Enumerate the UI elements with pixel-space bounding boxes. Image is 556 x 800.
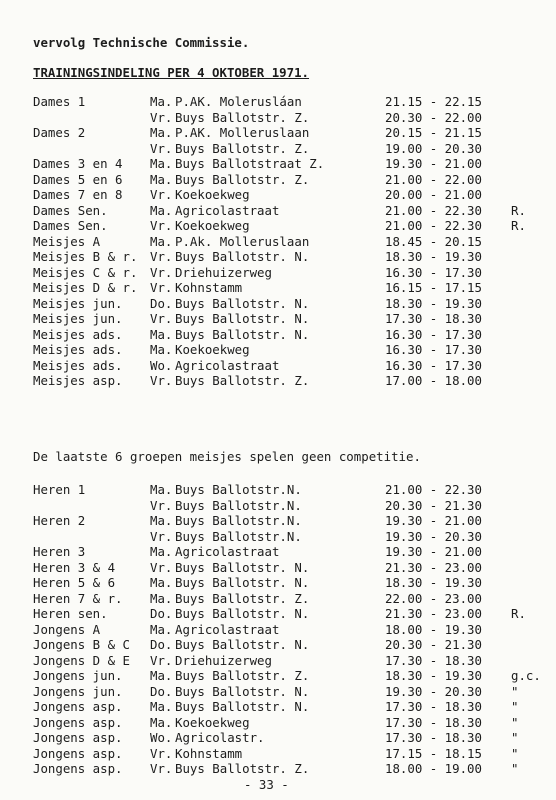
time-cell: 20.15 - 21.15 bbox=[385, 125, 482, 140]
note-cell bbox=[511, 311, 541, 327]
note-cell: R. bbox=[511, 218, 526, 233]
time-cell: 19.30 - 21.00 bbox=[385, 544, 482, 559]
location-cell: Buys Ballotstr. Z. bbox=[175, 373, 310, 388]
note-cell bbox=[511, 342, 541, 358]
group-cell: Heren 3 & 4 bbox=[33, 559, 116, 575]
time-cell: 20.30 - 21.30 bbox=[385, 637, 482, 652]
location-cell: Koekoekweg bbox=[175, 218, 250, 233]
group-cell bbox=[33, 110, 150, 126]
day-cell: Vr. bbox=[150, 497, 173, 513]
schedule-row bbox=[33, 482, 541, 498]
schedule-row bbox=[33, 544, 541, 560]
time-cell: 19.30 - 20.30 bbox=[385, 683, 482, 699]
location-cell: Agricolastraat bbox=[175, 202, 280, 218]
location-cell: Koekoekweg bbox=[175, 187, 250, 202]
group-cell: Jongens D & E bbox=[33, 652, 130, 668]
men-schedule-body bbox=[33, 482, 541, 777]
schedule-row bbox=[33, 234, 541, 250]
location-cell: Buys Ballotstr. N. bbox=[175, 606, 310, 621]
day-cell: Wo. bbox=[150, 730, 173, 745]
note-cell bbox=[511, 265, 541, 281]
schedule-row bbox=[33, 280, 541, 296]
day-cell: Ma. bbox=[150, 544, 173, 559]
time-cell: 17.30 - 18.30 bbox=[385, 730, 482, 745]
schedule-row bbox=[33, 327, 541, 343]
group-cell: Dames Sen. bbox=[33, 202, 108, 218]
group-cell: Dames 3 en 4 bbox=[33, 156, 123, 171]
schedule-row bbox=[33, 249, 541, 265]
location-cell: Kohnstamm bbox=[175, 280, 243, 295]
schedule-row bbox=[33, 591, 541, 607]
location-cell: Buys Ballotstr.N. bbox=[175, 497, 302, 513]
schedule-row bbox=[33, 622, 541, 638]
location-cell: Buys Ballotstr.N. bbox=[175, 528, 302, 544]
location-cell: P.AK. Molerusláan bbox=[175, 94, 302, 109]
schedule-row bbox=[33, 498, 541, 514]
time-cell: 21.30 - 23.00 bbox=[385, 606, 482, 621]
schedule-row bbox=[33, 575, 541, 591]
note-cell: " bbox=[511, 683, 519, 699]
group-cell bbox=[33, 529, 150, 545]
location-cell: Driehuizerweg bbox=[175, 264, 272, 280]
group-cell: Heren 1 bbox=[33, 482, 86, 497]
time-cell: 17.30 - 18.30 bbox=[385, 652, 482, 668]
day-cell: Do. bbox=[150, 683, 173, 699]
note-cell bbox=[511, 529, 541, 545]
schedule-row bbox=[33, 529, 541, 545]
page-number: - 33 - bbox=[244, 777, 289, 792]
schedule-row bbox=[33, 637, 541, 653]
note-cell bbox=[511, 156, 541, 172]
location-cell: Buys Ballotstr. N. bbox=[175, 559, 310, 575]
schedule-row bbox=[33, 311, 541, 327]
competition-note: De laatste 6 groepen meisjes spelen geen competitie. bbox=[33, 449, 421, 464]
time-cell: 21.00 - 22.30 bbox=[385, 482, 482, 497]
time-cell: 16.30 - 17.30 bbox=[385, 357, 482, 373]
day-cell: Vr. bbox=[150, 652, 173, 668]
day-cell: Ma. bbox=[150, 621, 173, 637]
group-cell: Jongens asp. bbox=[33, 745, 123, 761]
note-cell bbox=[511, 94, 541, 110]
time-cell: 22.00 - 23.00 bbox=[385, 590, 482, 606]
day-cell: Vr. bbox=[150, 187, 173, 202]
note-cell bbox=[511, 358, 541, 374]
location-cell: Buys Ballotstr. N. bbox=[175, 575, 310, 590]
day-cell: Ma. bbox=[150, 326, 173, 342]
note-cell bbox=[511, 513, 541, 529]
location-cell: Buys Ballotstr. N. bbox=[175, 683, 310, 699]
day-cell: Ma. bbox=[150, 94, 173, 109]
time-cell: 16.15 - 17.15 bbox=[385, 280, 482, 295]
group-cell: Meisjes D & r. bbox=[33, 280, 138, 295]
time-cell: 16.30 - 17.30 bbox=[385, 264, 482, 280]
day-cell: Wo. bbox=[150, 357, 173, 373]
note-cell: " bbox=[511, 714, 519, 730]
group-cell: Jongens jun. bbox=[33, 683, 123, 699]
location-cell: Buys Ballotstr. N. bbox=[175, 249, 310, 264]
note-cell: " bbox=[511, 730, 519, 745]
schedule-row bbox=[33, 715, 541, 731]
group-cell: Heren sen. bbox=[33, 606, 108, 621]
location-cell: Buys Ballotstr. Z. bbox=[175, 171, 310, 187]
time-cell: 20.30 - 22.00 bbox=[385, 109, 482, 125]
day-cell: Do. bbox=[150, 637, 173, 652]
group-cell: Jongens asp. bbox=[33, 714, 123, 730]
time-cell: 17.15 - 18.15 bbox=[385, 745, 482, 761]
day-cell: Ma. bbox=[150, 171, 173, 187]
day-cell: Vr. bbox=[150, 761, 173, 776]
location-cell: Buys Ballotstr. Z. bbox=[175, 668, 310, 683]
note-cell bbox=[511, 327, 541, 343]
day-cell: Ma. bbox=[150, 233, 173, 249]
day-cell: Vr. bbox=[150, 559, 173, 575]
note-cell bbox=[511, 544, 541, 560]
group-cell bbox=[33, 498, 150, 514]
group-cell: Heren 2 bbox=[33, 513, 86, 528]
schedule-row bbox=[33, 218, 541, 234]
note-cell bbox=[511, 125, 541, 141]
note-cell: R. bbox=[511, 202, 526, 218]
note-cell bbox=[511, 637, 541, 653]
day-cell: Vr. bbox=[150, 109, 173, 125]
note-cell bbox=[511, 296, 541, 312]
time-cell: 18.30 - 19.30 bbox=[385, 249, 482, 264]
location-cell: Koekoekweg bbox=[175, 342, 250, 357]
time-cell: 17.30 - 18.30 bbox=[385, 699, 482, 714]
time-cell: 19.30 - 20.30 bbox=[385, 528, 482, 544]
note-cell: " bbox=[511, 699, 519, 714]
time-cell: 18.00 - 19.30 bbox=[385, 621, 482, 637]
time-cell: 21.00 - 22.00 bbox=[385, 171, 482, 187]
day-cell: Do. bbox=[150, 606, 173, 621]
group-cell: Heren 3 bbox=[33, 544, 86, 559]
location-cell: Buys Ballotstr. N. bbox=[175, 637, 310, 652]
time-cell: 17.30 - 18.30 bbox=[385, 714, 482, 730]
men-schedule-table bbox=[33, 482, 541, 777]
women-schedule-table bbox=[33, 94, 541, 389]
time-cell: 18.30 - 19.30 bbox=[385, 668, 482, 683]
schedule-row bbox=[33, 513, 541, 529]
schedule-row bbox=[33, 730, 541, 746]
group-cell: Meisjes B & r. bbox=[33, 249, 138, 264]
note-cell bbox=[511, 172, 541, 188]
group-cell: Dames 1 bbox=[33, 94, 86, 109]
note-cell bbox=[511, 373, 541, 389]
time-cell: 16.30 - 17.30 bbox=[385, 326, 482, 342]
note-cell bbox=[511, 575, 541, 591]
schedule-row bbox=[33, 746, 541, 762]
note-cell bbox=[511, 280, 541, 296]
time-cell: 21.00 - 22.30 bbox=[385, 202, 482, 218]
note-cell bbox=[511, 560, 541, 576]
group-cell: Jongens asp. bbox=[33, 730, 123, 745]
time-cell: 18.30 - 19.30 bbox=[385, 575, 482, 590]
location-cell: Agricolastraat bbox=[175, 544, 280, 559]
note-cell: g.c. bbox=[511, 668, 541, 683]
schedule-row bbox=[33, 699, 541, 715]
day-cell: Ma. bbox=[150, 575, 173, 590]
group-cell: Meisjes jun. bbox=[33, 311, 123, 326]
location-cell: Kohnstamm bbox=[175, 745, 243, 761]
schedule-row bbox=[33, 560, 541, 576]
schedule-title: TRAININGSINDELING PER 4 OKTOBER 1971. bbox=[33, 65, 310, 80]
day-cell: Do. bbox=[150, 295, 173, 311]
group-cell: Dames 5 en 6 bbox=[33, 171, 123, 187]
group-cell: Heren 5 & 6 bbox=[33, 575, 116, 590]
day-cell: Vr. bbox=[150, 745, 173, 761]
group-cell: Jongens asp. bbox=[33, 699, 123, 714]
schedule-row bbox=[33, 296, 541, 312]
group-cell bbox=[33, 141, 150, 157]
day-cell: Vr. bbox=[150, 280, 173, 295]
group-cell: Jongens jun. bbox=[33, 668, 123, 683]
schedule-row bbox=[33, 172, 541, 188]
women-schedule-body bbox=[33, 94, 541, 389]
note-cell bbox=[511, 498, 541, 514]
time-cell: 19.00 - 20.30 bbox=[385, 140, 482, 156]
time-cell: 21.15 - 22.15 bbox=[385, 94, 482, 109]
note-cell bbox=[511, 249, 541, 265]
note-cell bbox=[511, 622, 541, 638]
location-cell: Buys Ballotstr.N. bbox=[175, 482, 302, 497]
schedule-row bbox=[33, 761, 541, 777]
time-cell: 19.30 - 21.00 bbox=[385, 156, 482, 171]
location-cell: Agricolastraat bbox=[175, 357, 280, 373]
schedule-row bbox=[33, 203, 541, 219]
schedule-row bbox=[33, 668, 541, 684]
group-cell: Meisjes A bbox=[33, 233, 101, 249]
day-cell: Ma. bbox=[150, 482, 173, 497]
location-cell: Buys Ballotstr. Z. bbox=[175, 590, 310, 606]
day-cell: Ma. bbox=[150, 513, 173, 528]
time-cell: 16.30 - 17.30 bbox=[385, 342, 482, 357]
location-cell: Buys Ballotstr. N. bbox=[175, 295, 310, 311]
day-cell: Vr. bbox=[150, 373, 173, 388]
location-cell: Koekoekweg bbox=[175, 714, 250, 730]
location-cell: P.AK. Molleruslaan bbox=[175, 125, 310, 140]
day-cell: Vr. bbox=[150, 311, 173, 326]
group-cell: Heren 7 & r. bbox=[33, 590, 123, 606]
group-cell: Meisjes ads. bbox=[33, 357, 123, 373]
note-cell bbox=[511, 110, 541, 126]
day-cell: Ma. bbox=[150, 590, 173, 606]
location-cell: Buys Ballotstr.N. bbox=[175, 513, 302, 528]
time-cell: 20.30 - 21.30 bbox=[385, 497, 482, 513]
note-cell: R. bbox=[511, 606, 526, 621]
schedule-row bbox=[33, 265, 541, 281]
time-cell: 21.30 - 23.00 bbox=[385, 559, 482, 575]
day-cell: Vr. bbox=[150, 264, 173, 280]
schedule-row bbox=[33, 653, 541, 669]
day-cell: Vr. bbox=[150, 528, 173, 544]
location-cell: Agricolastr. bbox=[175, 730, 265, 745]
day-cell: Ma. bbox=[150, 714, 173, 730]
day-cell: Vr. bbox=[150, 249, 173, 264]
location-cell: Buys Ballotstr. Z. bbox=[175, 109, 310, 125]
note-cell bbox=[511, 653, 541, 669]
location-cell: Buys Ballotstr. Z. bbox=[175, 140, 310, 156]
note-cell bbox=[511, 141, 541, 157]
time-cell: 21.00 - 22.30 bbox=[385, 218, 482, 233]
location-cell: P.Ak. Molleruslaan bbox=[175, 233, 310, 249]
schedule-row bbox=[33, 110, 541, 126]
day-cell: Ma. bbox=[150, 156, 173, 171]
schedule-row bbox=[33, 94, 541, 110]
group-cell: Dames Sen. bbox=[33, 218, 108, 233]
note-cell bbox=[511, 187, 541, 203]
day-cell: Ma. bbox=[150, 342, 173, 357]
schedule-row bbox=[33, 141, 541, 157]
time-cell: 18.00 - 19.00 bbox=[385, 761, 482, 776]
group-cell: Jongens A bbox=[33, 621, 101, 637]
group-cell: Meisjes ads. bbox=[33, 342, 123, 357]
group-cell: Meisjes ads. bbox=[33, 326, 123, 342]
day-cell: Ma. bbox=[150, 202, 173, 218]
location-cell: Buys Ballotstr. N. bbox=[175, 326, 310, 342]
location-cell: Agricolastraat bbox=[175, 621, 280, 637]
time-cell: 20.00 - 21.00 bbox=[385, 187, 482, 202]
group-cell: Meisjes C & r. bbox=[33, 264, 138, 280]
time-cell: 17.00 - 18.00 bbox=[385, 373, 482, 388]
schedule-row bbox=[33, 187, 541, 203]
location-cell: Buys Ballotstr. N. bbox=[175, 311, 310, 326]
schedule-row bbox=[33, 684, 541, 700]
schedule-row bbox=[33, 606, 541, 622]
location-cell: Buys Ballotstraat Z. bbox=[175, 156, 325, 171]
note-cell bbox=[511, 591, 541, 607]
group-cell: Meisjes asp. bbox=[33, 373, 123, 388]
day-cell: Ma. bbox=[150, 699, 173, 714]
time-cell: 18.45 - 20.15 bbox=[385, 233, 482, 249]
section-heading: vervolg Technische Commissie. bbox=[33, 35, 250, 50]
day-cell: Vr. bbox=[150, 218, 173, 233]
time-cell: 19.30 - 21.00 bbox=[385, 513, 482, 528]
location-cell: Buys Ballotstr. Z. bbox=[175, 761, 310, 776]
group-cell: Jongens B & C bbox=[33, 637, 130, 652]
day-cell: Ma. bbox=[150, 668, 173, 683]
note-cell bbox=[511, 482, 541, 498]
schedule-row bbox=[33, 342, 541, 358]
schedule-row bbox=[33, 156, 541, 172]
time-cell: 18.30 - 19.30 bbox=[385, 295, 482, 311]
group-cell: Jongens asp. bbox=[33, 761, 123, 776]
schedule-row bbox=[33, 373, 541, 389]
location-cell: Driehuizerweg bbox=[175, 652, 272, 668]
day-cell: Vr. bbox=[150, 140, 173, 156]
group-cell: Dames 2 bbox=[33, 125, 86, 140]
note-cell bbox=[511, 234, 541, 250]
note-cell: " bbox=[511, 745, 519, 761]
note-cell: " bbox=[511, 761, 519, 776]
schedule-row bbox=[33, 358, 541, 374]
group-cell: Dames 7 en 8 bbox=[33, 187, 123, 202]
schedule-row bbox=[33, 125, 541, 141]
location-cell: Buys Ballotstr. N. bbox=[175, 699, 310, 714]
time-cell: 17.30 - 18.30 bbox=[385, 311, 482, 326]
group-cell: Meisjes jun. bbox=[33, 295, 123, 311]
day-cell: Ma. bbox=[150, 125, 173, 140]
